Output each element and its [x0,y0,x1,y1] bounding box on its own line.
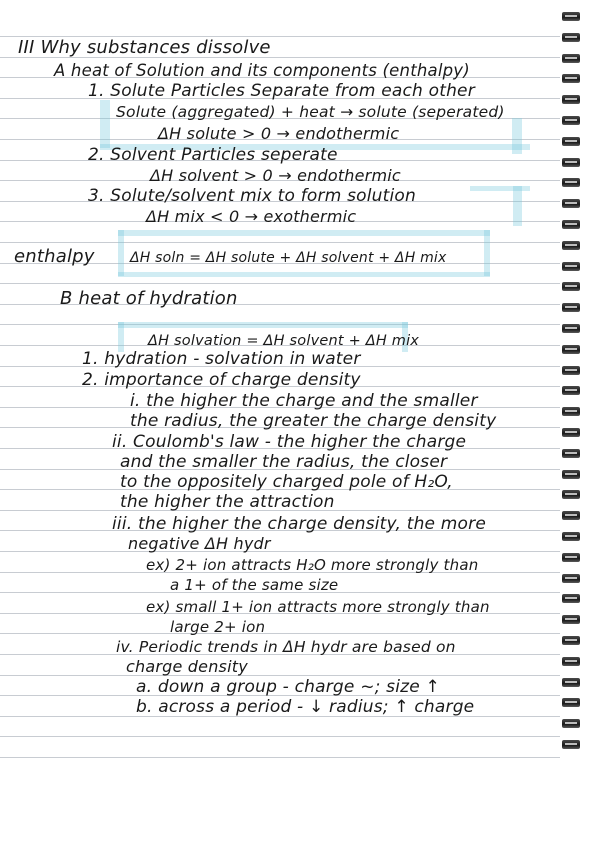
example-1-line2: a 1+ of the same size [170,576,339,594]
highlight-solvation-box-left [118,322,124,352]
point-a2-enthalpy: ΔH solvent > 0 → endothermic [150,166,401,185]
ruled-line [0,283,560,284]
point-b1: 1. hydration - solvation in water [82,349,361,369]
ruled-line [0,633,560,634]
spiral-coil [562,386,580,395]
spiral-coil [562,532,580,541]
spiral-coil [562,12,580,21]
point-b2-ii-line4: the higher the attraction [120,492,335,512]
spiral-coil [562,470,580,479]
spiral-coil [562,241,580,250]
ruled-line [0,242,560,243]
spiral-coil [562,366,580,375]
spiral-coil [562,740,580,749]
spiral-binding [560,0,595,842]
spiral-coil [562,178,580,187]
spiral-coil [562,95,580,104]
ruled-line [0,675,560,676]
point-b2-i-line2: the radius, the greater the charge density [130,411,497,431]
point-b2-iv-line2: charge density [126,657,248,676]
solvation-equation: ΔH solvation = ΔH solvent + ΔH mix [148,333,420,349]
spiral-coil [562,615,580,624]
point-a1-enthalpy: ΔH solute > 0 → endothermic [158,124,400,143]
highlight-solvation-box [118,322,408,328]
spiral-coil [562,324,580,333]
highlight-enthalpy-box [118,230,490,236]
highlight-enthalpy-box-bottom [118,272,490,277]
spiral-coil [562,449,580,458]
point-b2-i-line1: i. the higher the charge and the smaller [130,391,478,411]
spiral-coil [562,594,580,603]
spiral-coil [562,657,580,666]
point-b2-iii-line2: negative ΔH hydr [128,534,271,553]
spiral-coil [562,511,580,520]
highlight-enthalpy-box-left [118,230,124,276]
spiral-coil [562,553,580,562]
spiral-coil [562,74,580,83]
ruled-line [0,757,560,758]
spiral-coil [562,220,580,229]
point-a1-equation: Solute (aggregated) + heat → solute (seperated) [116,103,505,121]
spiral-coil [562,199,580,208]
heading-a: A heat of Solution and its components (enthalpy) [54,61,470,80]
spiral-coil [562,490,580,499]
spiral-coil [562,303,580,312]
spiral-coil [562,282,580,291]
spiral-coil [562,574,580,583]
spiral-coil [562,137,580,146]
point-b2-iii-line1: iii. the higher the charge density, the more [112,514,487,534]
point-a3: 3. Solute/solvent mix to form solution [88,186,416,206]
spiral-coil [562,719,580,728]
point-b2-ii-line2: and the smaller the radius, the closer [120,452,448,472]
spiral-coil [562,678,580,687]
point-a3-enthalpy: ΔH mix < 0 → exothermic [146,207,357,226]
spiral-coil [562,407,580,416]
point-b2-ii-line1: ii. Coulomb's law - the higher the charge [112,432,467,452]
highlight-solute-box-left [100,100,110,148]
ruled-line [0,551,560,552]
spiral-coil [562,33,580,42]
ruled-line [0,736,560,737]
point-a1: 1. Solute Particles Separate from each other [88,81,475,101]
enthalpy-equation: ΔH soln = ΔH solute + ΔH solvent + ΔH mix [130,250,447,266]
highlight-enthalpy-box-right [484,230,490,276]
spiral-coil [562,116,580,125]
point-b2-iv-line1: iv. Periodic trends in ΔH hydr are based on [116,638,456,656]
spiral-coil [562,158,580,167]
highlight-mix-right-vert [513,186,522,226]
heading-b: B heat of hydration [60,288,238,309]
example-1-line1: ex) 2+ ion attracts H₂O more strongly than [146,556,479,574]
point-b2: 2. importance of charge density [82,370,361,390]
example-2-line1: ex) small 1+ ion attracts more strongly than [146,598,490,616]
spiral-coil [562,428,580,437]
spiral-coil [562,698,580,707]
spiral-coil [562,54,580,63]
point-b2-iv-a: a. down a group - charge ~; size ↑ [136,677,440,697]
section-heading: III Why substances dissolve [18,37,271,58]
point-b2-ii-line3: to the oppositely charged pole of H₂O, [120,472,453,492]
spiral-coil [562,262,580,271]
spiral-coil [562,345,580,354]
point-b2-iv-b: b. across a period - ↓ radius; ↑ charge [136,697,475,717]
point-a2: 2. Solvent Particles seperate [88,145,338,165]
enthalpy-label: enthalpy [14,246,95,267]
example-2-line2: large 2+ ion [170,618,266,636]
spiral-coil [562,636,580,645]
